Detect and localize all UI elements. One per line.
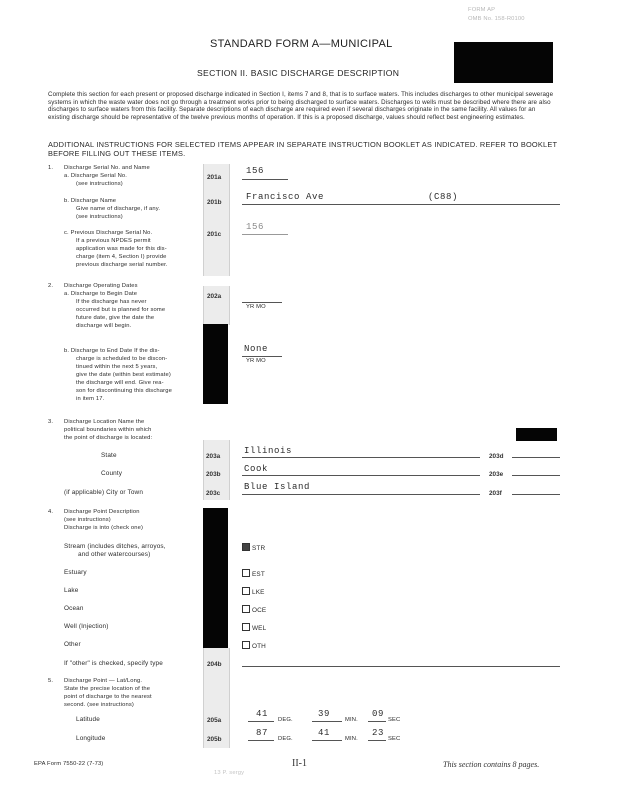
item2b-sub-5: in item 17. — [76, 396, 105, 402]
code-203e: 203e — [489, 471, 504, 478]
footer-form-number: EPA Form 7550-22 (7-73) — [34, 761, 104, 767]
city-underline — [242, 494, 480, 495]
state-right-underline — [512, 457, 560, 458]
item4-sub-0: (see instructions) — [64, 517, 111, 523]
checkbox-str[interactable] — [242, 543, 265, 553]
checkbox-oce[interactable] — [242, 605, 266, 615]
latitude-minutes[interactable]: 39 — [318, 709, 331, 719]
item5-heading: Discharge Point — Lat/Long. — [64, 678, 143, 684]
form-title: STANDARD FORM A—MUNICIPAL — [210, 38, 393, 50]
item1b-sub1: Give name of discharge, if any. — [76, 206, 161, 212]
city-label: (if applicable) City or Town — [64, 489, 144, 496]
option-stream-label: Stream (includes ditches, arroyos, — [64, 543, 166, 550]
code-203a: 203a — [206, 453, 221, 460]
item2b-label: b. Discharge to End Date If the dis- — [64, 348, 160, 354]
county-underline — [242, 475, 480, 476]
city-right-underline — [512, 494, 560, 495]
lat-min-underline — [312, 721, 342, 722]
lat-min-label: MIN. — [345, 717, 358, 723]
code-203b: 203b — [206, 471, 221, 478]
code-205a: 205a — [207, 717, 222, 724]
option-lake-label: Lake — [64, 587, 79, 594]
option-stream-label2: and other watercourses) — [78, 551, 151, 558]
additional-instructions: ADDITIONAL INSTRUCTIONS FOR SELECTED ITEMS APPEAR IN SEPARATE INSTRUCTION BOOKLET AS INDICATED. REFER TO BOOKLET BEFORE FILLING OUT THESE ITEMS. — [48, 140, 558, 158]
checkbox-lke-box — [242, 587, 250, 595]
long-deg-underline — [248, 740, 274, 741]
longitude-label: Longitude — [76, 735, 106, 742]
footer-faint-mark: 13 P. sergy — [214, 770, 245, 776]
item2a-label: a. Discharge to Begin Date — [64, 291, 138, 297]
checkbox-oce-box — [242, 605, 250, 613]
long-min-underline — [312, 740, 342, 741]
item2-heading: Discharge Operating Dates — [64, 283, 138, 289]
form-stamp-line1: FORM AP — [468, 7, 496, 13]
item2b-sub-0: charge is scheduled to be discon- — [76, 356, 168, 362]
option-estuary-label: Estuary — [64, 569, 87, 576]
end-date-units: YR MO — [246, 358, 266, 364]
item1b-label: b. Discharge Name — [64, 198, 117, 204]
intro-paragraph: Complete this section for each present or proposed discharge indicated in Section I, items 7 and 8, that is to surface waters. This includes discharges to other municipal sewerage systems in which the waste water does not go through a treatment works prior to being discharged to surface waters. Discharges to wells must be described where there are also discharges to surface waters from this facility. Separate descriptions of each discharge are required even if several discharges originate in the same facility. All values for an existing discharge should be representative of the twelve previous months of operation. If this is a proposed discharge, values should reflect best engineering estimates. — [48, 91, 554, 121]
checkbox-wel-box — [242, 623, 250, 631]
item5-number: 5. — [48, 678, 54, 684]
item1c-sub-2: charge (item 4, Section I) provide — [76, 254, 167, 260]
previous-serial-value[interactable]: 156 — [246, 222, 265, 232]
discharge-name-value[interactable]: Francisco Ave — [246, 192, 325, 202]
checkbox-est-code: EST — [252, 571, 265, 578]
checkbox-oth-box — [242, 641, 250, 649]
item4-sub-1: Discharge is into (check one) — [64, 525, 144, 531]
code-202a: 202a — [207, 293, 222, 300]
redaction-block-header — [454, 42, 553, 83]
code-203c: 203c — [206, 490, 221, 497]
latitude-seconds[interactable]: 09 — [372, 709, 385, 719]
state-label: State — [101, 452, 117, 459]
name-underline — [242, 204, 560, 205]
item4-heading: Discharge Point Description — [64, 509, 140, 515]
lat-sec-underline — [368, 721, 386, 722]
code-204b: 204b — [207, 661, 222, 668]
item3-heading: Discharge Location Name the — [64, 419, 145, 425]
code-205b: 205b — [207, 736, 222, 743]
item1c-sub-3: previous discharge serial number. — [76, 262, 168, 268]
longitude-minutes[interactable]: 41 — [318, 728, 331, 738]
item1c-sub-0: If a previous NPDES permit — [76, 238, 151, 244]
county-label: County — [101, 470, 123, 477]
latitude-label: Latitude — [76, 716, 100, 723]
state-value[interactable]: Illinois — [244, 446, 293, 456]
item2b-sub-1: tinued within the next 5 years, — [76, 364, 158, 370]
item2a-sub-3: discharge will begin. — [76, 323, 132, 329]
item2a-sub-0: If the discharge has never — [76, 299, 147, 305]
longitude-seconds[interactable]: 23 — [372, 728, 385, 738]
other-specify-underline — [242, 666, 560, 667]
footer-page-number: II-1 — [292, 758, 307, 769]
item3-sub-1: the point of discharge is located: — [64, 435, 153, 441]
item2-number: 2. — [48, 283, 54, 289]
code-203d: 203d — [489, 453, 504, 460]
item2a-sub-1: occurred but is planned for some — [76, 307, 166, 313]
checkbox-est[interactable] — [242, 569, 265, 579]
long-sec-label: SEC — [388, 736, 401, 742]
long-min-label: MIN. — [345, 736, 358, 742]
section-title: SECTION II. BASIC DISCHARGE DESCRIPTION — [197, 68, 400, 78]
discharge-serial-value[interactable]: 156 — [246, 166, 265, 176]
latitude-degrees[interactable]: 41 — [256, 709, 269, 719]
end-date-underline — [242, 356, 282, 357]
lat-sec-label: SEC — [388, 717, 401, 723]
code-column-item2a — [203, 286, 230, 325]
redaction-block-item4 — [203, 508, 228, 648]
form-stamp-line2: OMB No. 158-R0100 — [468, 16, 525, 22]
item1c-label: c. Previous Discharge Serial No. — [64, 230, 153, 236]
state-underline — [242, 457, 480, 458]
item2b-sub-2: give the date (within best estimate) — [76, 372, 171, 378]
previous-serial-underline — [242, 234, 288, 235]
checkbox-wel[interactable] — [242, 623, 266, 633]
item2b-sub-3: the discharge will end. Give rea- — [76, 380, 164, 386]
item1c-sub-1: application was made for this dis- — [76, 246, 167, 252]
long-deg-label: DEG. — [278, 736, 293, 742]
checkbox-oth[interactable] — [242, 641, 266, 651]
lat-deg-underline — [248, 721, 274, 722]
code-201b: 201b — [207, 199, 222, 206]
redaction-block-location — [516, 428, 557, 441]
item5-sub-2: second. (see instructions) — [64, 702, 134, 708]
serial-underline — [242, 179, 288, 180]
item2a-sub-2: future date, give the date the — [76, 315, 155, 321]
county-value[interactable]: Cook — [244, 464, 269, 474]
lat-deg-label: DEG. — [278, 717, 293, 723]
county-right-underline — [512, 475, 560, 476]
item1-number: 1. — [48, 165, 54, 171]
checkbox-oce-code: OCE — [252, 607, 267, 614]
checkbox-wel-code: WEL — [252, 625, 267, 632]
option-other-label: Other — [64, 641, 81, 648]
begin-date-units: YR MO — [246, 304, 266, 310]
item3-sub-0: political boundaries within which — [64, 427, 152, 433]
item5-sub-1: point of discharge to the nearest — [64, 694, 152, 700]
city-value[interactable]: Blue Island — [244, 482, 311, 492]
end-date-value[interactable]: None — [244, 344, 269, 354]
option-ocean-label: Ocean — [64, 605, 84, 612]
checkbox-est-box — [242, 569, 250, 577]
item1-heading: Discharge Serial No. and Name — [64, 165, 150, 171]
item2b-sub-4: son for discontinuing this discharge — [76, 388, 172, 394]
checkbox-lke[interactable] — [242, 587, 265, 597]
other-specify-label: If "other" is checked, specify type — [64, 660, 163, 667]
code-203f: 203f — [489, 490, 502, 497]
item1b-sub2: (see instructions) — [76, 214, 123, 220]
code-201a: 201a — [207, 174, 222, 181]
item3-number: 3. — [48, 419, 54, 425]
redaction-block-item2 — [203, 324, 228, 404]
option-well-label: Well (Injection) — [64, 623, 109, 630]
item5-sub-0: State the precise location of the — [64, 686, 151, 692]
checkbox-lke-code: LKE — [252, 589, 265, 596]
checkbox-oth-code: OTH — [252, 643, 266, 650]
item1a-sub: (see instructions) — [76, 181, 123, 187]
item1a-label: a. Discharge Serial No. — [64, 173, 128, 179]
code-201c: 201c — [207, 231, 222, 238]
footer-section-note: This section contains 8 pages. — [443, 760, 540, 769]
longitude-degrees[interactable]: 87 — [256, 728, 269, 738]
item4-number: 4. — [48, 509, 54, 515]
begin-date-underline — [242, 302, 282, 303]
checkbox-str-code: STR — [252, 545, 266, 552]
checkbox-str-box — [242, 543, 250, 551]
discharge-name-code: (C88) — [428, 192, 459, 202]
long-sec-underline — [368, 740, 386, 741]
